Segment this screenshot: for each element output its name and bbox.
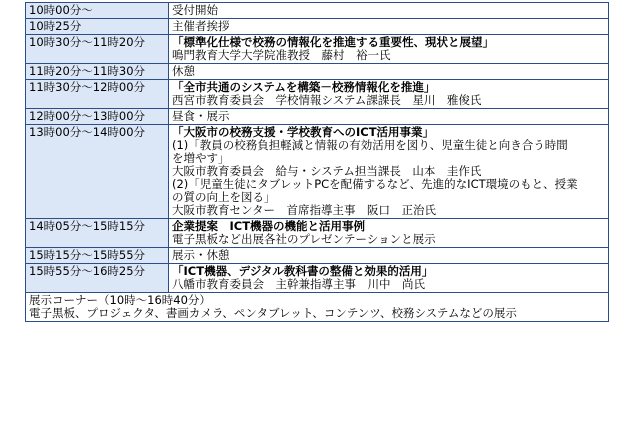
exhibition-cell: [26, 293, 609, 322]
session-detail: (2)「児童生徒にタブレットPCを配備するなど、先進的なICT環境のもと、授業: [172, 177, 578, 191]
session-detail: 大阪市教育委員会 給与・システム担当課長 山本 圭作氏: [172, 164, 482, 178]
description-cell: [169, 248, 609, 264]
session-title: 「ICT機器、デジタル教科書の整備と効果的活用」: [172, 264, 434, 278]
session-title: 「大阪市の校務支援・学校教育へのICT活用事業」: [172, 125, 435, 139]
time-cell: 10時30分～11時20分: [26, 35, 169, 64]
schedule-row: [26, 264, 609, 293]
session-detail: 西宮市教育委員会 学校情報システム課課長 星川 雅俊氏: [172, 93, 482, 107]
schedule-row: [26, 248, 609, 264]
session-title: 「全市共通のシステムを構築－校務情報化を推進」: [172, 80, 436, 94]
time-cell: 14時05分～15時15分: [26, 219, 169, 248]
time-cell: 10時00分～: [26, 3, 169, 19]
schedule-table: [25, 2, 609, 322]
description-cell: [169, 125, 609, 219]
session-detail: 受付開始: [172, 3, 218, 17]
description-cell: [169, 64, 609, 80]
time-cell: 11時20分～11時30分: [26, 64, 169, 80]
description-cell: [169, 19, 609, 35]
time-cell: 11時30分～12時00分: [26, 80, 169, 109]
time-cell: 15時15分～15時55分: [26, 248, 169, 264]
schedule-body: [26, 3, 609, 293]
session-detail: 主催者挨拶: [172, 19, 230, 33]
exhibition-title: 展示コーナー（10時～16時40分）: [29, 293, 211, 307]
schedule-row: [26, 19, 609, 35]
session-detail: 電子黒板など出展各社のプレゼンテーションと展示: [172, 232, 436, 246]
session-detail: を増やす」: [172, 151, 230, 165]
description-cell: [169, 35, 609, 64]
session-detail: 休憩: [172, 64, 195, 78]
exhibition-items: 電子黒板、プロジェクタ、書画カメラ、ペンタブレット、コンテンツ、校務システムなどの展示: [29, 306, 517, 320]
schedule-row: [26, 219, 609, 248]
description-cell: [169, 219, 609, 248]
schedule-row: [26, 80, 609, 109]
session-detail: (1)「教員の校務負担軽減と情報の有効活用を図り、児童生徒と向き合う時間: [172, 138, 568, 152]
session-detail: 昼食・展示: [172, 109, 230, 123]
session-detail: 大阪市教育センター 首席指導主事 阪口 正治氏: [172, 203, 437, 217]
schedule-row: [26, 3, 609, 19]
session-title: 「標準化仕様で校務の情報化を推進する重要性、現状と展望」: [172, 35, 494, 49]
session-detail: 八幡市教育委員会 主幹兼指導主事 川中 尚氏: [172, 277, 425, 291]
description-cell: [169, 80, 609, 109]
schedule-row: [26, 125, 609, 219]
schedule-row: [26, 109, 609, 125]
schedule-row: [26, 35, 609, 64]
description-cell: [169, 3, 609, 19]
time-cell: 10時25分: [26, 19, 169, 35]
session-detail: の質の向上を図る」: [172, 190, 276, 204]
schedule-row: [26, 64, 609, 80]
time-cell: 13時00分～14時00分: [26, 125, 169, 219]
session-detail: 展示・休憩: [172, 248, 230, 262]
time-cell: 12時00分～13時00分: [26, 109, 169, 125]
exhibition-footer-row: [26, 293, 609, 322]
description-cell: [169, 264, 609, 293]
time-cell: 15時55分～16時25分: [26, 264, 169, 293]
description-cell: [169, 109, 609, 125]
session-title: 企業提案 ICT機器の機能と活用事例: [172, 219, 366, 233]
session-detail: 鳴門教育大学大学院准教授 藤村 裕一氏: [172, 48, 391, 62]
